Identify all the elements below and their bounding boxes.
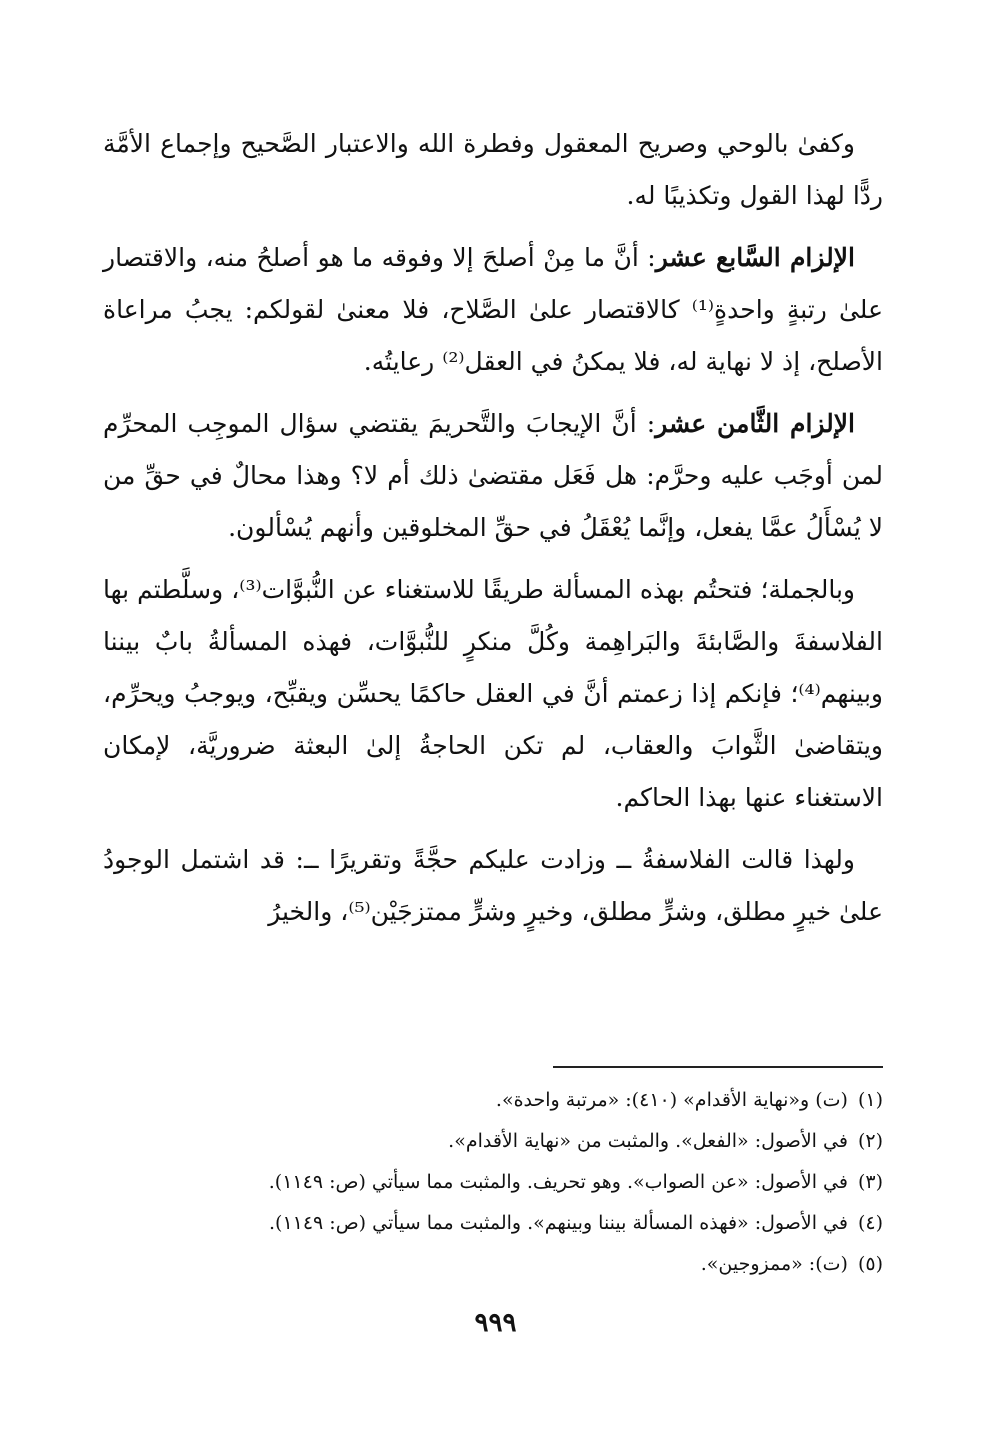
footnote-text: (ت) و«نهاية الأقدام» (٤١٠): «مرتبة واحدة». bbox=[495, 1089, 848, 1111]
footnote-item bbox=[103, 1203, 883, 1244]
footnote-text: في الأصول: «فهذه المسألة بيننا وبينهم». والمثبت مما سيأتي (ص: ١١٤٩). bbox=[268, 1212, 848, 1234]
footnote-item bbox=[103, 1121, 883, 1162]
paragraph-consensus bbox=[103, 118, 883, 222]
paragraph-text: : أنَّ ما مِنْ أصلحَ إلا وفوقه ما هو أصلحُ منه، والاقتصار علىٰ رتبةٍ واحدةٍ⁽¹⁾ كالاقتصار علىٰ الصَّلاح، فلا معنىٰ لقولكم: يجبُ مراعاة الأصلح، إذ لا نهاية له، فلا يمكنُ في العقل⁽²⁾ رعايتُه. bbox=[103, 243, 883, 376]
footnote-item bbox=[103, 1162, 883, 1203]
paragraph-eighteenth-obligation bbox=[103, 398, 883, 554]
footnote-text: (ت): «ممزوجين». bbox=[700, 1253, 848, 1275]
footnote-divider bbox=[553, 1066, 883, 1068]
footnote-item bbox=[103, 1080, 883, 1121]
footnote-number: (٢) bbox=[857, 1130, 883, 1152]
footnote-text: في الأصول: «الفعل». والمثبت من «نهاية الأقدام». bbox=[448, 1130, 848, 1152]
main-text bbox=[103, 118, 883, 948]
paragraph-philosophers bbox=[103, 834, 883, 938]
footnote-number: (٥) bbox=[857, 1253, 883, 1275]
paragraph-text: : أنَّ الإيجابَ والتَّحريمَ يقتضي سؤال الموجِب المحرِّم لمن أوجَب عليه وحرَّم: هل فَعَل مقتضىٰ ذلك أم لا؟ وهذا محالٌ في حقِّ من لا يُسْأَلُ عمَّا يفعل، وإنَّما يُعْقَلُ في حقِّ المخلوقين وأنهم يُسْألون. bbox=[103, 409, 883, 542]
paragraph-lead: الإلزام الثَّامن عشر bbox=[655, 409, 856, 438]
footnote-text: في الأصول: «عن الصواب». وهو تحريف. والمثبت مما سيأتي (ص: ١١٤٩). bbox=[268, 1171, 848, 1193]
page-number: ٩٩٩ bbox=[474, 1308, 517, 1338]
footnote-number: (٤) bbox=[857, 1212, 883, 1234]
paragraph-seventeenth-obligation bbox=[103, 232, 883, 388]
paragraph-text: ولهذا قالت الفلاسفةُ ــ وزادت عليكم حجَّةً وتقريرًا ــ: قد اشتمل الوجودُ علىٰ خيرٍ مطلق، وشرٍّ مطلق، وخيرٍ وشرٍّ ممتزجَيْن⁽⁵⁾، والخيرُ bbox=[103, 845, 883, 926]
footnote-number: (١) bbox=[857, 1089, 883, 1111]
footnote-item bbox=[103, 1244, 883, 1285]
paragraph-text: وكفىٰ بالوحي وصريح المعقول وفطرة الله والاعتبار الصَّحيح وإجماع الأمَّة ردًّا لهذا القول وتكذيبًا له. bbox=[103, 129, 883, 210]
paragraph-text: وبالجملة؛ فتحتُم بهذه المسألة طريقًا للاستغناء عن النُّبوَّات⁽³⁾، وسلَّطتم بها الفلاسفةَ والصَّابئةَ والبَراهِمة وكُلَّ منكرٍ للنُّبوَّات، فهذه المسألةُ بابٌ بيننا وبينهم⁽⁴⁾؛ فإنكم إذا زعمتم أنَّ في العقل حاكمًا يحسِّن ويقبِّح، ويوجبُ ويحرِّم، ويتقاضىٰ الثَّوابَ والعقاب، لم تكن الحاجةُ إلىٰ البعثة ضروريَّة، لإمكان الاستغناء عنها بهذا الحاكم. bbox=[103, 575, 883, 812]
footnote-number: (٣) bbox=[857, 1171, 883, 1193]
paragraph-prophethood bbox=[103, 564, 883, 824]
paragraph-lead: الإلزام السَّابع عشر bbox=[655, 243, 855, 272]
footnotes-list bbox=[103, 1080, 883, 1285]
